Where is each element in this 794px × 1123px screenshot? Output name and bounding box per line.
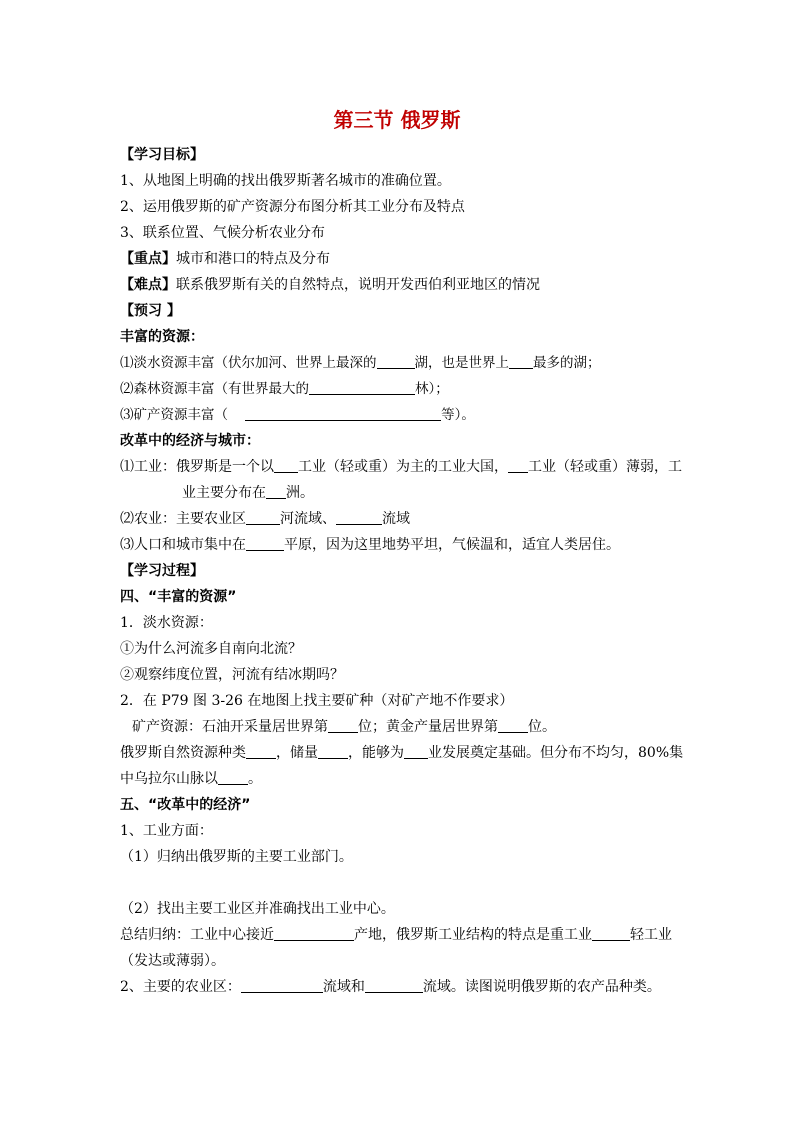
fill-blank[interactable]: [274, 926, 354, 941]
fill-blank[interactable]: [336, 510, 382, 525]
key-point: [120, 246, 680, 272]
fill-blank[interactable]: [365, 978, 423, 993]
objective-1: 1、从地图上明确的找出俄罗斯著名城市的准确位置。: [120, 173, 451, 189]
natural-resources-summary: [120, 740, 684, 766]
fill-blank[interactable]: [241, 978, 323, 993]
preview-heading: 【预习 】: [120, 303, 181, 319]
fill-blank[interactable]: [246, 744, 276, 759]
section-4-question-2: ②观察纬度位置，河流有结冰期吗？: [120, 667, 344, 683]
economy-heading: 改革中的经济与城市：: [120, 433, 260, 449]
text: 轻工业: [630, 927, 672, 943]
resource-item-3: [120, 402, 680, 428]
worksheet-content: [120, 142, 684, 1000]
fill-blank[interactable]: [328, 718, 358, 733]
fill-blank[interactable]: [309, 380, 415, 395]
objective-2: 2、运用俄罗斯的矿产资源分布图分析其工业分布及特点: [120, 199, 465, 215]
text: ⑵农业：主要农业区: [120, 511, 246, 527]
text: ⑶人口和城市集中在: [120, 537, 246, 553]
fill-blank[interactable]: [509, 354, 533, 369]
text: ⑶矿产资源丰富（: [120, 407, 228, 423]
section-5-heading: 五、“改革中的经济”: [120, 797, 251, 813]
fill-blank[interactable]: [246, 510, 280, 525]
economy-item-1: [120, 454, 680, 480]
key-point-text: 城市和港口的特点及分布: [176, 251, 330, 267]
text: 业发展奠定基础。但分布不均匀，80%集: [428, 745, 684, 761]
fill-blank[interactable]: [592, 926, 630, 941]
fill-blank[interactable]: [508, 458, 528, 473]
text: ⑵森林资源丰富（有世界最大的: [120, 381, 309, 397]
objectives-heading: 【学习目标】: [120, 147, 204, 163]
difficult-point-label: 【难点】: [120, 277, 176, 293]
objective-3: 3、联系位置、气候分析农业分布: [120, 225, 325, 241]
resources-heading: 丰富的资源：: [120, 329, 204, 345]
text: 位。: [528, 719, 556, 735]
text: 业主要分布在: [182, 485, 266, 501]
text: 流域: [382, 511, 410, 527]
section-5-question-2: （2）找出主要工业区并准确找出工业中心。: [120, 901, 395, 917]
fill-blank[interactable]: [245, 406, 441, 421]
section-4-item-1: 1．淡水资源：: [120, 615, 213, 631]
key-point-label: 【重点】: [120, 251, 176, 267]
page-title: 第三节 俄罗斯: [333, 108, 461, 132]
text: 中乌拉尔山脉以: [120, 771, 218, 787]
text: 等）。: [441, 407, 475, 423]
section-4-heading: 四、“丰富的资源”: [120, 589, 237, 605]
text: 位；黄金产量居世界第: [358, 719, 498, 735]
text: 工业（轻或重）为主的工业大国，: [298, 459, 508, 475]
economy-item-1-cont: [120, 480, 680, 506]
spacer: [120, 870, 680, 896]
fill-blank[interactable]: [246, 536, 284, 551]
section-4-item-2: 2．在 P79 图 3-26 在地图上找主要矿种（对矿产地不作要求）: [120, 693, 514, 709]
difficult-point-text: 联系俄罗斯有关的自然特点，说明开发西伯利亚地区的情况: [176, 277, 540, 293]
text: 湖，也是世界上: [414, 355, 509, 371]
fill-blank[interactable]: [404, 744, 428, 759]
fill-blank[interactable]: [498, 718, 528, 733]
natural-resources-summary-cont: [120, 766, 680, 792]
text: 。: [248, 771, 262, 787]
difficult-point: [120, 272, 680, 298]
resource-item-1: [120, 350, 680, 376]
section-5-question-1: （1）归纳出俄罗斯的主要工业部门。: [120, 849, 353, 865]
text: ，能够为: [348, 745, 404, 761]
text: 俄罗斯自然资源种类: [120, 745, 246, 761]
process-heading: 【学习过程】: [120, 563, 204, 579]
text: 林）；: [415, 381, 449, 397]
fill-blank[interactable]: [266, 484, 286, 499]
fill-blank[interactable]: [377, 354, 415, 369]
summary-line-cont: （发达或薄弱）。: [120, 953, 225, 969]
text: 洲。: [286, 485, 314, 501]
section-5-item-1: 1、工业方面：: [120, 823, 213, 839]
text: 流域和: [322, 979, 365, 995]
text: ⑴工业：俄罗斯是一个以: [120, 459, 274, 475]
fill-blank[interactable]: [218, 770, 248, 785]
text: 矿产资源：石油开采量居世界第: [132, 719, 328, 735]
text: 产地，俄罗斯工业结构的特点是重工业: [354, 927, 592, 943]
mineral-resources: [120, 714, 680, 740]
text: ⑴淡水资源丰富（伏尔加河、世界上最深的: [120, 355, 377, 371]
summary-line: [120, 922, 680, 948]
text: ，储量: [276, 745, 318, 761]
text: 总结归纳：工业中心接近: [120, 927, 274, 943]
resource-item-2: [120, 376, 680, 402]
economy-item-2: [120, 506, 680, 532]
fill-blank[interactable]: [274, 458, 298, 473]
text: 2、主要的农业区：: [120, 979, 241, 995]
text: 工业（轻或重）薄弱，工: [528, 459, 682, 475]
economy-item-3: [120, 532, 680, 558]
fill-blank[interactable]: [318, 744, 348, 759]
section-4-question-1: ①为什么河流多自南向北流？: [120, 641, 302, 657]
text: 河流域、: [280, 511, 336, 527]
text: 流域。读图说明俄罗斯的农产品种类。: [422, 979, 661, 995]
agriculture-line: [120, 974, 680, 1000]
text: 最多的湖；: [533, 355, 601, 371]
text: 平原，因为这里地势平坦，气候温和，适宜人类居住。: [284, 537, 620, 553]
